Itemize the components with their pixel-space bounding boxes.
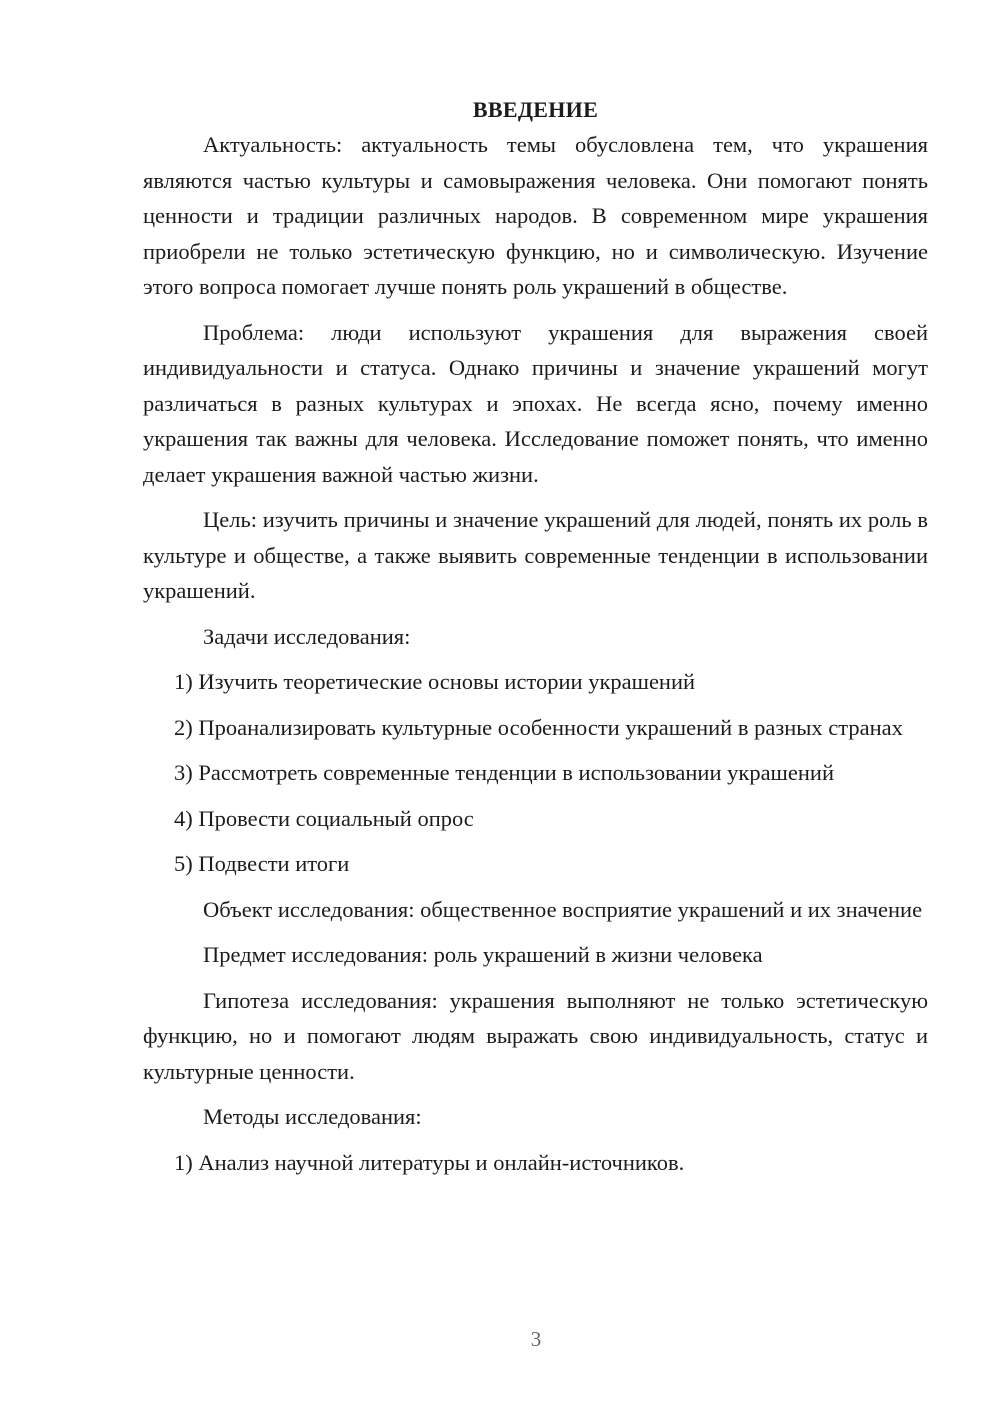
page-number: 3 (530, 1327, 542, 1351)
task-item-4: 4) Провести социальный опрос (174, 805, 474, 831)
task-item-5: 5) Подвести итоги (174, 851, 350, 876)
page-content (143, 92, 928, 1180)
task-item-2: 2) Проанализировать культурные особенности украшений в разных странах (174, 714, 903, 740)
method-item-1: 1) Анализ научной литературы и онлайн-источников. (174, 1149, 685, 1175)
paragraph-hypothesis: Гипотеза исследования: украшения выполняют не только эстетическую функцию, но и помогают людям выражать свою индивидуальность, статус и культурные ценности. (143, 987, 928, 1084)
section-title: ВВЕДЕНИЕ (472, 97, 599, 122)
paragraph-subject: Предмет исследования: роль украшений в жизни человека (203, 942, 763, 967)
paragraph-problem: Проблема: люди используют украшения для выражения своей индивидуальности и статуса. Однако причины и значение украшений могут различаться в разных культурах и эпохах. Не всегда ясно, почему именно украшения так важны для человека. Исследование поможет понять, что именно делает украшения важной частью жизни. (143, 319, 928, 487)
paragraph-relevance: Актуальность: актуальность темы обусловлена тем, что украшения являются частью культуры и самовыражения человека. Они помогают понять ценности и традиции различных народов. В современном мире украшения приобрели не только эстетическую функцию, но и символическую. Изучение этого вопроса помогает лучше понять роль украшений в обществе. (143, 132, 928, 299)
paragraph-tasks-heading: Задачи исследования: (203, 623, 411, 649)
paragraph-goal: Цель: изучить причины и значение украшений для людей, понять их роль в культуре и обществе, а также выявить современные тенденции в использовании украшений. (143, 507, 928, 603)
paragraph-methods-heading: Методы исследования: (203, 1104, 422, 1129)
paragraph-object: Объект исследования: общественное восприятие украшений и их значение (203, 896, 923, 922)
task-item-1: 1) Изучить теоретические основы истории украшений (174, 669, 696, 694)
task-item-3: 3) Рассмотреть современные тенденции в использовании украшений (174, 760, 834, 785)
